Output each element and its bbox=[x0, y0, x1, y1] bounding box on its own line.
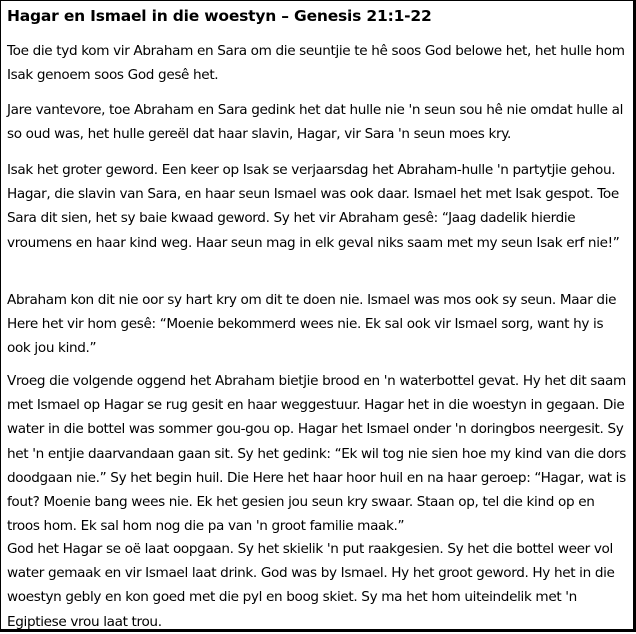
document-title: Hagar en Ismael in die woestyn – Genesis 21:1-22 bbox=[7, 7, 432, 25]
paragraph-3: Isak het groter geword. Een keer op Isak se verjaarsdag het Abraham-hulle 'n partytjie gehou. Hagar, die slavin van Sara, en haar seun Ismael was ook daar. Ismael het met Isak gespot. Toe Sara dit sien, het sy baie kwaad geword. Sy het vir Abraham gesê: “Jaag dadelik hierdie vroumens en haar kind weg. Haar seun mag in elk geval niks saam met my seun Isak erf nie!” bbox=[7, 162, 620, 251]
paragraph-4: Abraham kon dit nie oor sy hart kry om dit te doen nie. Ismael was mos ook sy seun. Maar die Here het vir hom gesê: “Moenie bekommerd wees nie. Ek sal ook vir Ismael sorg, want hy is ook jou kind.” bbox=[7, 292, 617, 357]
paragraph-5: Vroeg die volgende oggend het Abraham bietjie brood en 'n waterbottel gevat. Hy het dit saam met Ismael op Hagar se rug gesit en haar weggestuur. Hagar het in die woestyn in gegaan. Die water in die bottel was sommer gou-gou op. Hagar het Ismael onder 'n doringbos neergesit. Sy het 'n entjie daarvandaan gaan sit. Sy het gedink: “Ek wil tog nie sien hoe my kind van die dors doodgaan nie.” Sy het begin huil. Die Here het haar hoor huil en na haar geroep: “Hagar, wat is fout? Moenie bang wees nie. Ek het gesien jou seun kry swaar. Staan op, tel die kind op en troos hom. Ek sal hom nog die pa van 'n groot familie maak.” bbox=[7, 373, 626, 535]
paragraph-1: Toe die tyd kom vir Abraham en Sara om die seuntjie te hê soos God belowe het, het hulle hom Isak genoem soos God gesê het. bbox=[7, 43, 625, 84]
paragraph-6: God het Hagar se oë laat oopgaan. Sy het skielik 'n put raakgesien. Sy het die bottel weer vol water gemaak en vir Ismael laat drink. God was by Ismael. Hy het groot geword. Hy het in die woestyn gebly en kon goed met die pyl en boog skiet. Sy ma het hom uiteindelik met 'n Egiptiese vrou laat trou. bbox=[7, 541, 615, 630]
paragraph-2: Jare vantevore, toe Abraham en Sara gedink het dat hulle nie 'n seun sou hê nie omdat hulle al so oud was, het hulle gereël dat haar slavin, Hagar, vir Sara 'n seun moes kry. bbox=[7, 102, 624, 143]
